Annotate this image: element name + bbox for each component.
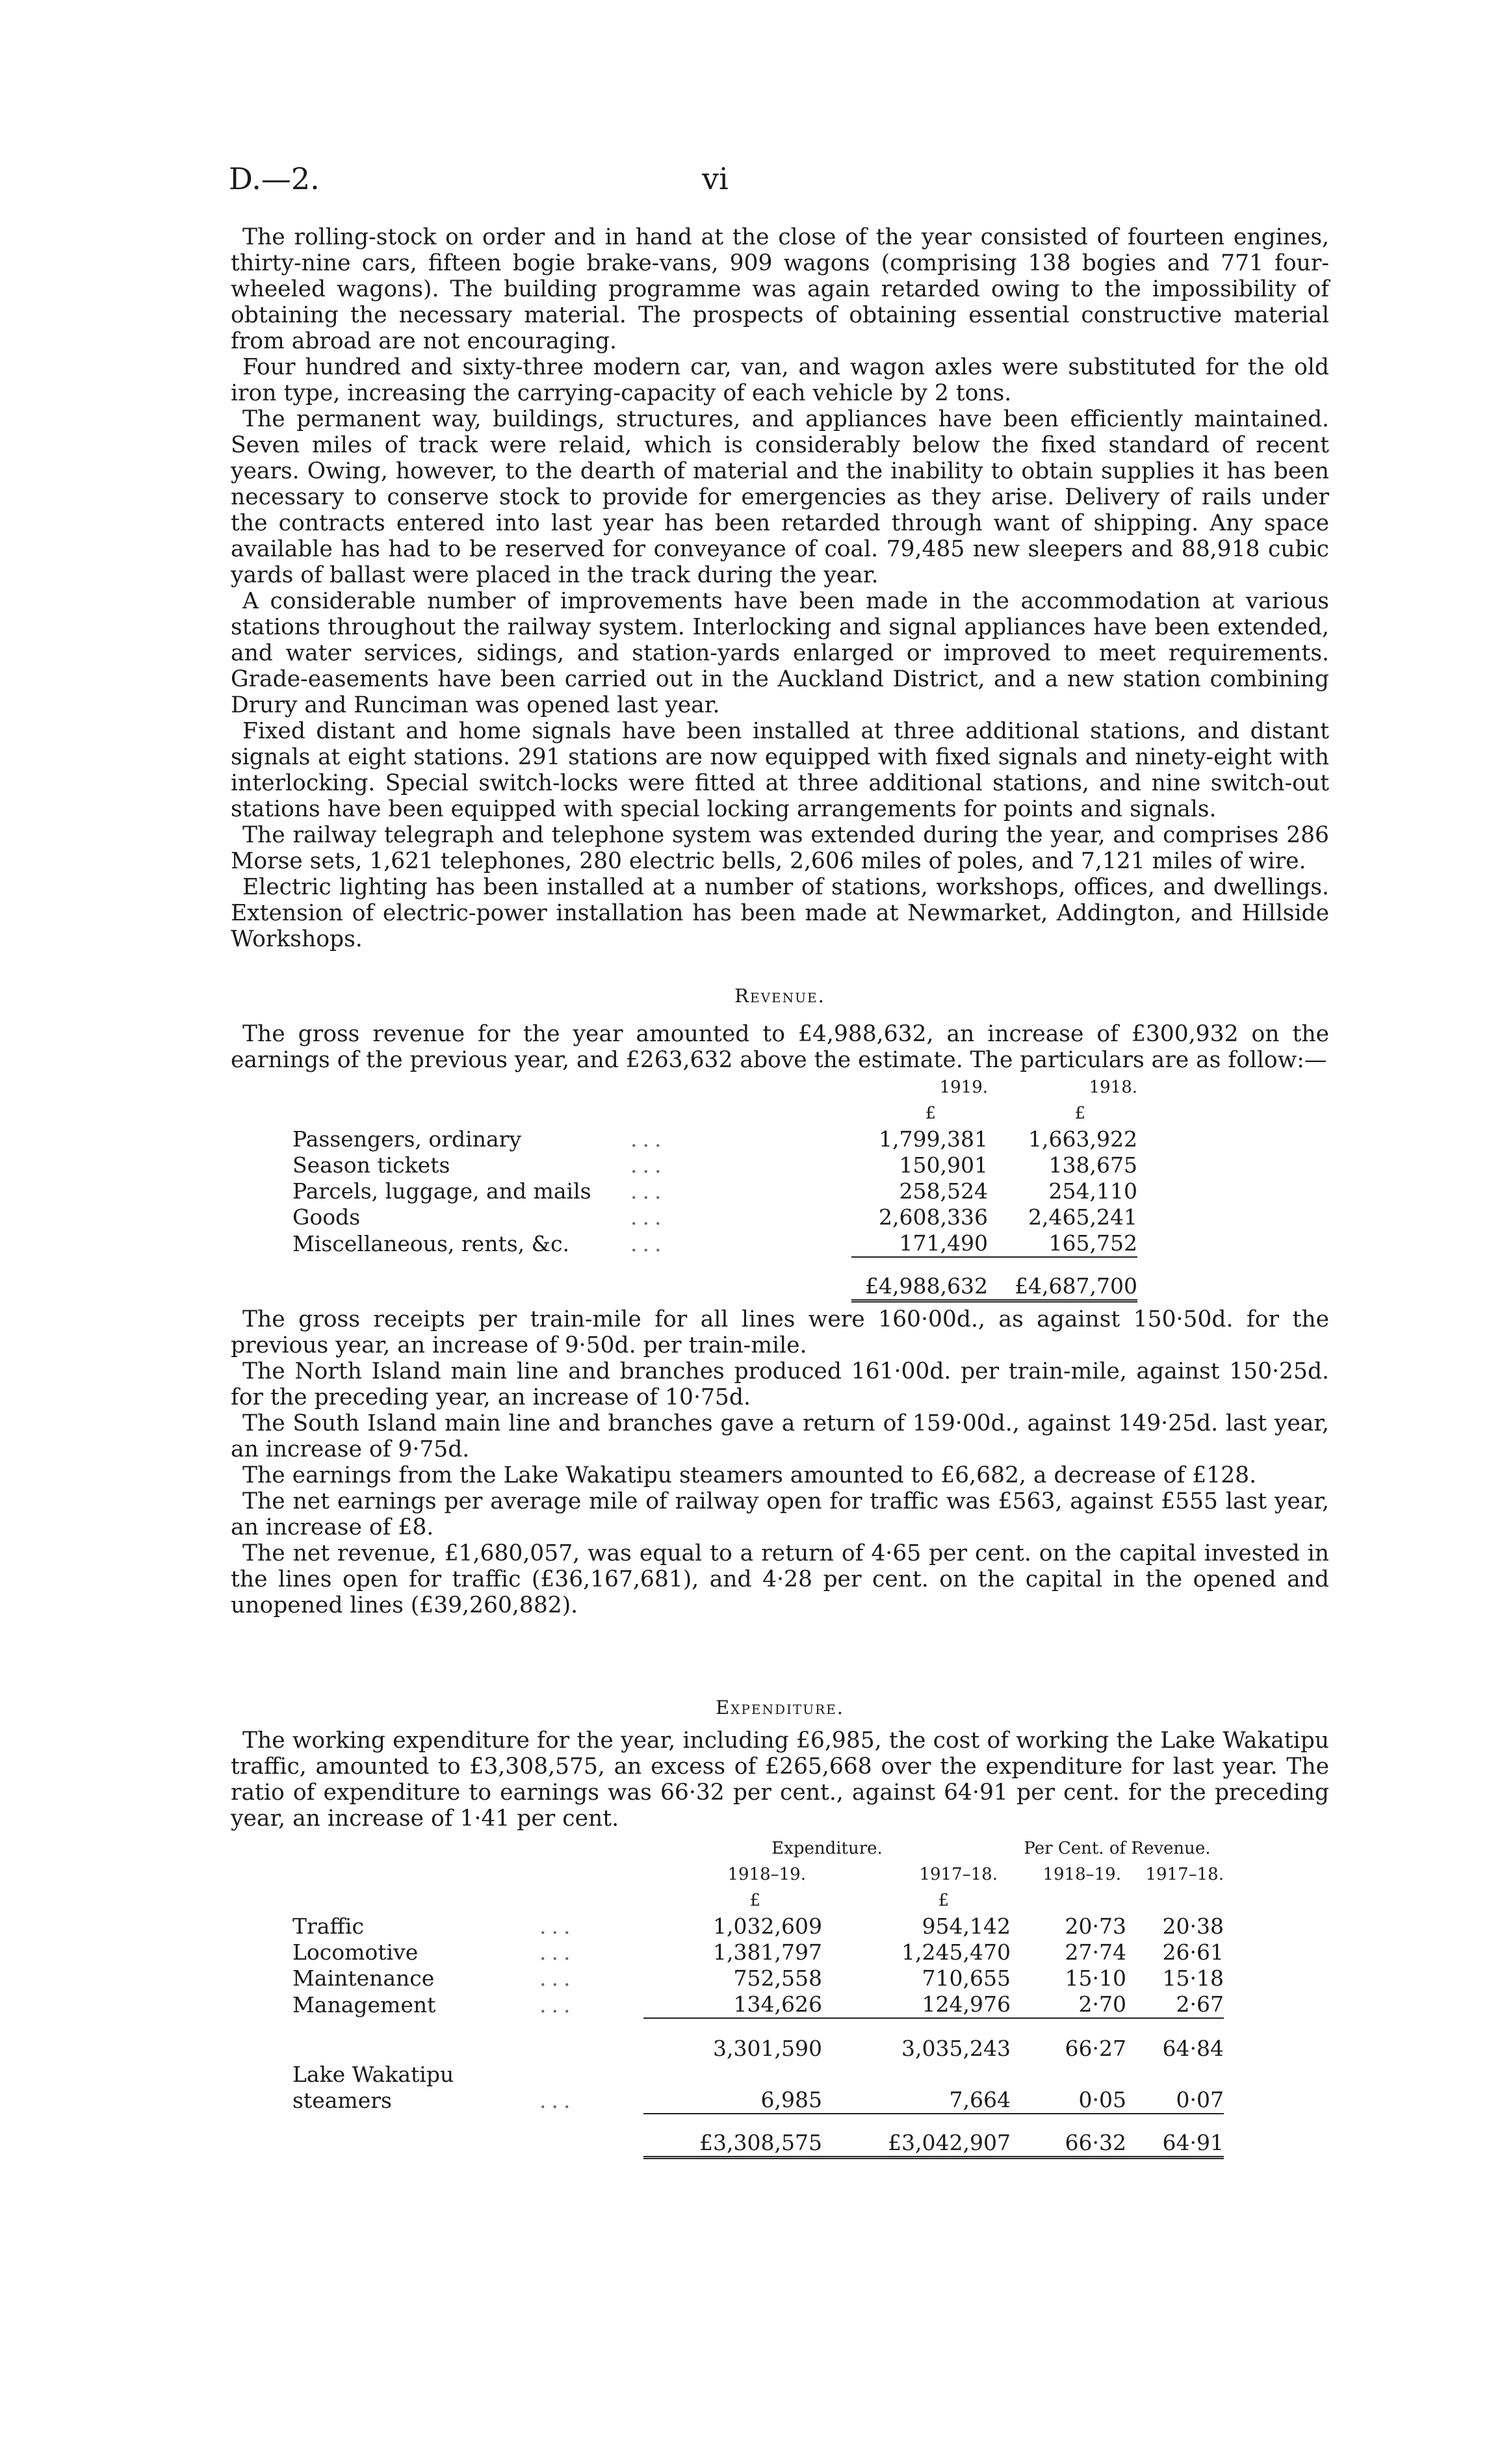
paragraph-axles: Four hundred and sixty-three modern car, van, and wagon axles were substituted for the old iron type, increasing the carrying-capacity of each vehicle by 2 tons. (231, 354, 1329, 406)
revenue-row (292, 1204, 1137, 1230)
dot-leader: ... (630, 1152, 667, 1178)
expenditure-total-row (292, 2114, 1224, 2158)
expenditure-1917-18: 710,655 (922, 1965, 1011, 1991)
revenue-row (292, 1126, 1137, 1152)
revenue-col-1919: 1919. (939, 1078, 988, 1097)
dot-leader: ... (539, 1913, 576, 1939)
dot-leader: ... (539, 1965, 576, 1991)
expenditure-1918-19: 1,381,797 (713, 1939, 822, 1965)
expenditure-1917-18: 124,976 (922, 1991, 1011, 2017)
steamers-percent-1917-18: 0·07 (1176, 2087, 1224, 2112)
expenditure-col-1917-18: 1917–18. (919, 1865, 998, 1884)
revenue-row-label: Parcels, luggage, and mails (292, 1178, 591, 1204)
dot-leader: ... (539, 1992, 576, 2017)
paragraph-net-revenue: The net revenue, £1,680,057, was equal to a return of 4·65 per cent. on the capital invested in the lines open for traffic (£36,167,681), and 4·28 per cent. on the capital in the opened and unopened lines (£39,260,882). (231, 1540, 1329, 1618)
revenue-total-1918: £4,687,700 (988, 1257, 1137, 1301)
subtotal-1917-18: 3,035,243 (822, 2018, 1011, 2062)
expenditure-section (231, 1696, 1329, 2159)
expenditure-row (292, 1913, 1224, 1939)
revenue-value-1919: 171,490 (899, 1230, 988, 1256)
document-reference: D.—2. (229, 161, 320, 196)
expenditure-row (292, 1965, 1224, 1991)
percent-col-1918-19: 1918–19. (1042, 1865, 1121, 1884)
revenue-row-label: Passengers, ordinary (292, 1126, 522, 1152)
expenditure-row-label: Lake Wakatipu steamers (292, 2062, 454, 2113)
revenue-row-label: Goods (292, 1204, 361, 1230)
expenditure-1917-18: 1,245,470 (901, 1939, 1011, 1965)
paragraph-permanent-way: The permanent way, buildings, structures, and appliances have been efficiently maintained. Seven miles of track were relaid, which is considerably below the fixed standard of recent years. Owing, however, to the dearth of material and the inability to obtain supplies it has been necessary to conserve stock to provide for emergencies as they arise. Delivery of rails under the contracts entered into last year has been retarded through want of shipping. Any space available has had to be reserved for conveyance of coal. 79,485 new sleepers and 88,918 cubic yards of ballast were placed in the track during the year. (231, 406, 1329, 588)
expenditure-row (292, 1991, 1224, 2018)
dot-leader: ... (630, 1231, 667, 1256)
percent-col-1917-18: 1917–18. (1145, 1865, 1224, 1884)
percent-1918-19: 15·10 (1065, 1965, 1126, 1991)
revenue-value-1919: 2,608,336 (879, 1204, 988, 1230)
paragraph-signals: Fixed distant and home signals have been installed at three additional stations, and distant signals at eight stations. 291 stations are now equipped with fixed signals and ninety-eight with interlocking. Special switch-locks were fitted at three additional stations, and nine switch-out stations have been equipped with special locking arrangements for points and signals. (231, 718, 1329, 822)
revenue-row (292, 1178, 1137, 1204)
currency-symbol: £ (1074, 1104, 1085, 1123)
steamers-1917-18: 7,664 (949, 2087, 1011, 2112)
percent-1917-18: 2·67 (1176, 1991, 1224, 2017)
revenue-row-label: Miscellaneous, rents, &c. (292, 1231, 569, 1256)
total-1917-18: £3,042,907 (822, 2114, 1011, 2158)
revenue-value-1919: 150,901 (899, 1152, 988, 1178)
page-number: vi (702, 161, 729, 196)
expenditure-col-1918-19: 1918–19. (727, 1865, 806, 1884)
revenue-row (292, 1152, 1137, 1178)
steamers-1918-19: 6,985 (760, 2087, 822, 2112)
revenue-value-1918: 2,465,241 (1028, 1204, 1137, 1230)
revenue-intro: The gross revenue for the year amounted to £4,988,632, an increase of £300,932 on the earnings of the previous year, and £263,632 above the estimate. The particulars are as follow:— (231, 1021, 1329, 1073)
percent-1917-18: 20·38 (1162, 1913, 1224, 1939)
paragraph-improvements: A considerable number of improvements have been made in the accommodation at various stations throughout the railway system. Interlocking and signal appliances have been extended, and water services, sidings, and station-yards enlarged or improved to meet requirements. Grade-easements have been carried out in the Auckland District, and a new station combining Drury and Runciman was opened last year. (231, 588, 1329, 718)
steamers-percent-1918-19: 0·05 (1078, 2087, 1126, 2112)
revenue-row (292, 1230, 1137, 1257)
expenditure-row-label: Locomotive (292, 1939, 419, 1965)
revenue-value-1918: 138,675 (1048, 1152, 1137, 1178)
expenditure-row-label: Management (292, 1992, 436, 2017)
revenue-row-label: Season tickets (292, 1152, 450, 1178)
dot-leader: ... (630, 1126, 667, 1152)
expenditure-row-label: Maintenance (292, 1965, 435, 1991)
revenue-value-1918: 165,752 (1048, 1230, 1137, 1256)
revenue-total-1919: £4,988,632 (851, 1257, 988, 1301)
revenue-value-1919: 1,799,381 (879, 1126, 988, 1152)
revenue-value-1918: 254,110 (1048, 1178, 1137, 1204)
dot-leader: ... (539, 1939, 576, 1965)
currency-symbol: £ (749, 1891, 760, 1910)
percent-1918-19: 2·70 (1078, 1991, 1126, 2017)
percent-1917-18: 15·18 (1162, 1965, 1224, 1991)
revenue-section (231, 985, 1329, 1303)
receipts-text-block (231, 1306, 1329, 1618)
revenue-table (292, 1074, 1137, 1303)
subtotal-1918-19: 3,301,590 (643, 2018, 822, 2062)
percent-1918-19: 27·74 (1065, 1939, 1126, 1965)
paragraph-electric-lighting: Electric lighting has been installed at a number of stations, workshops, offices, and dwellings. Extension of electric-power installation has been made at Newmarket, Addington, and Hillside Workshops. (231, 874, 1329, 952)
top-text-block (231, 224, 1329, 952)
paragraph-telegraph: The railway telegraph and telephone system was extended during the year, and comprises 286 Morse sets, 1,621 telephones, 280 electric bells, 2,606 miles of poles, and 7,121 miles of wire. (231, 822, 1329, 874)
revenue-heading: Revenue. (734, 985, 825, 1007)
revenue-col-1918: 1918. (1089, 1078, 1137, 1097)
total-percent-1917-18: 64·91 (1126, 2114, 1224, 2158)
dot-leader: ... (539, 2088, 576, 2113)
paragraph-rolling-stock: The rolling-stock on order and in hand at the close of the year consisted of fourteen engines, thirty-nine cars, fifteen bogie brake-vans, 909 wagons (comprising 138 bogies and 771 four-wheeled wagons). The building programme was again retarded owing to the impossibility of obtaining the necessary material. The prospects of obtaining essential constructive material from abroad are not encouraging. (231, 224, 1329, 354)
expenditure-1918-19: 134,626 (733, 1991, 822, 2017)
percent-1917-18: 26·61 (1162, 1939, 1224, 1965)
paragraph-north-island: The North Island main line and branches produced 161·00d. per train-mile, against 150·25d. for the preceding year, an increase of 10·75d. (231, 1358, 1329, 1410)
total-percent-1918-19: 66·32 (1011, 2114, 1126, 2158)
dot-leader: ... (630, 1178, 667, 1204)
percent-1918-19: 20·73 (1065, 1913, 1126, 1939)
expenditure-1918-19: 752,558 (733, 1965, 822, 1991)
subtotal-percent-1918-19: 66·27 (1011, 2018, 1126, 2062)
dot-leader: ... (630, 1204, 667, 1230)
expenditure-table (292, 1835, 1224, 2159)
expenditure-subtotal-row (292, 2018, 1224, 2062)
paragraph-net-earnings: The net earnings per average mile of railway open for traffic was £563, against £555 last year, an increase of £8. (231, 1488, 1329, 1540)
revenue-value-1918: 1,663,922 (1028, 1126, 1137, 1152)
expenditure-row (292, 1939, 1224, 1965)
subtotal-percent-1917-18: 64·84 (1126, 2018, 1224, 2062)
expenditure-group-header: Expenditure. (771, 1839, 883, 1858)
percent-group-header: Per Cent. of Revenue. (1024, 1839, 1211, 1858)
currency-symbol: £ (938, 1891, 949, 1910)
expenditure-1917-18: 954,142 (922, 1913, 1011, 1939)
total-1918-19: £3,308,575 (643, 2114, 822, 2158)
expenditure-intro: The working expenditure for the year, including £6,985, the cost of working the Lake Wakatipu traffic, amounted to £3,308,575, an excess of £265,668 over the expenditure for last year. The ratio of expenditure to earnings was 66·32 per cent., against 64·91 per cent. for the preceding year, an increase of 1·41 per cent. (231, 1728, 1329, 1832)
paragraph-south-island: The South Island main line and branches gave a return of 159·00d., against 149·25d. last year, an increase of 9·75d. (231, 1410, 1329, 1462)
expenditure-heading: Expenditure. (716, 1696, 844, 1718)
paragraph-steamers: The earnings from the Lake Wakatipu steamers amounted to £6,682, a decrease of £128. (242, 1462, 1257, 1488)
paragraph-gross-receipts: The gross receipts per train-mile for all lines were 160·00d., as against 150·50d. for the previous year, an increase of 9·50d. per train-mile. (231, 1306, 1329, 1358)
expenditure-row-label: Traffic (292, 1913, 364, 1939)
revenue-value-1919: 258,524 (899, 1178, 988, 1204)
currency-symbol: £ (925, 1104, 936, 1123)
expenditure-1918-19: 1,032,609 (713, 1913, 822, 1939)
expenditure-row (292, 2062, 1224, 2114)
